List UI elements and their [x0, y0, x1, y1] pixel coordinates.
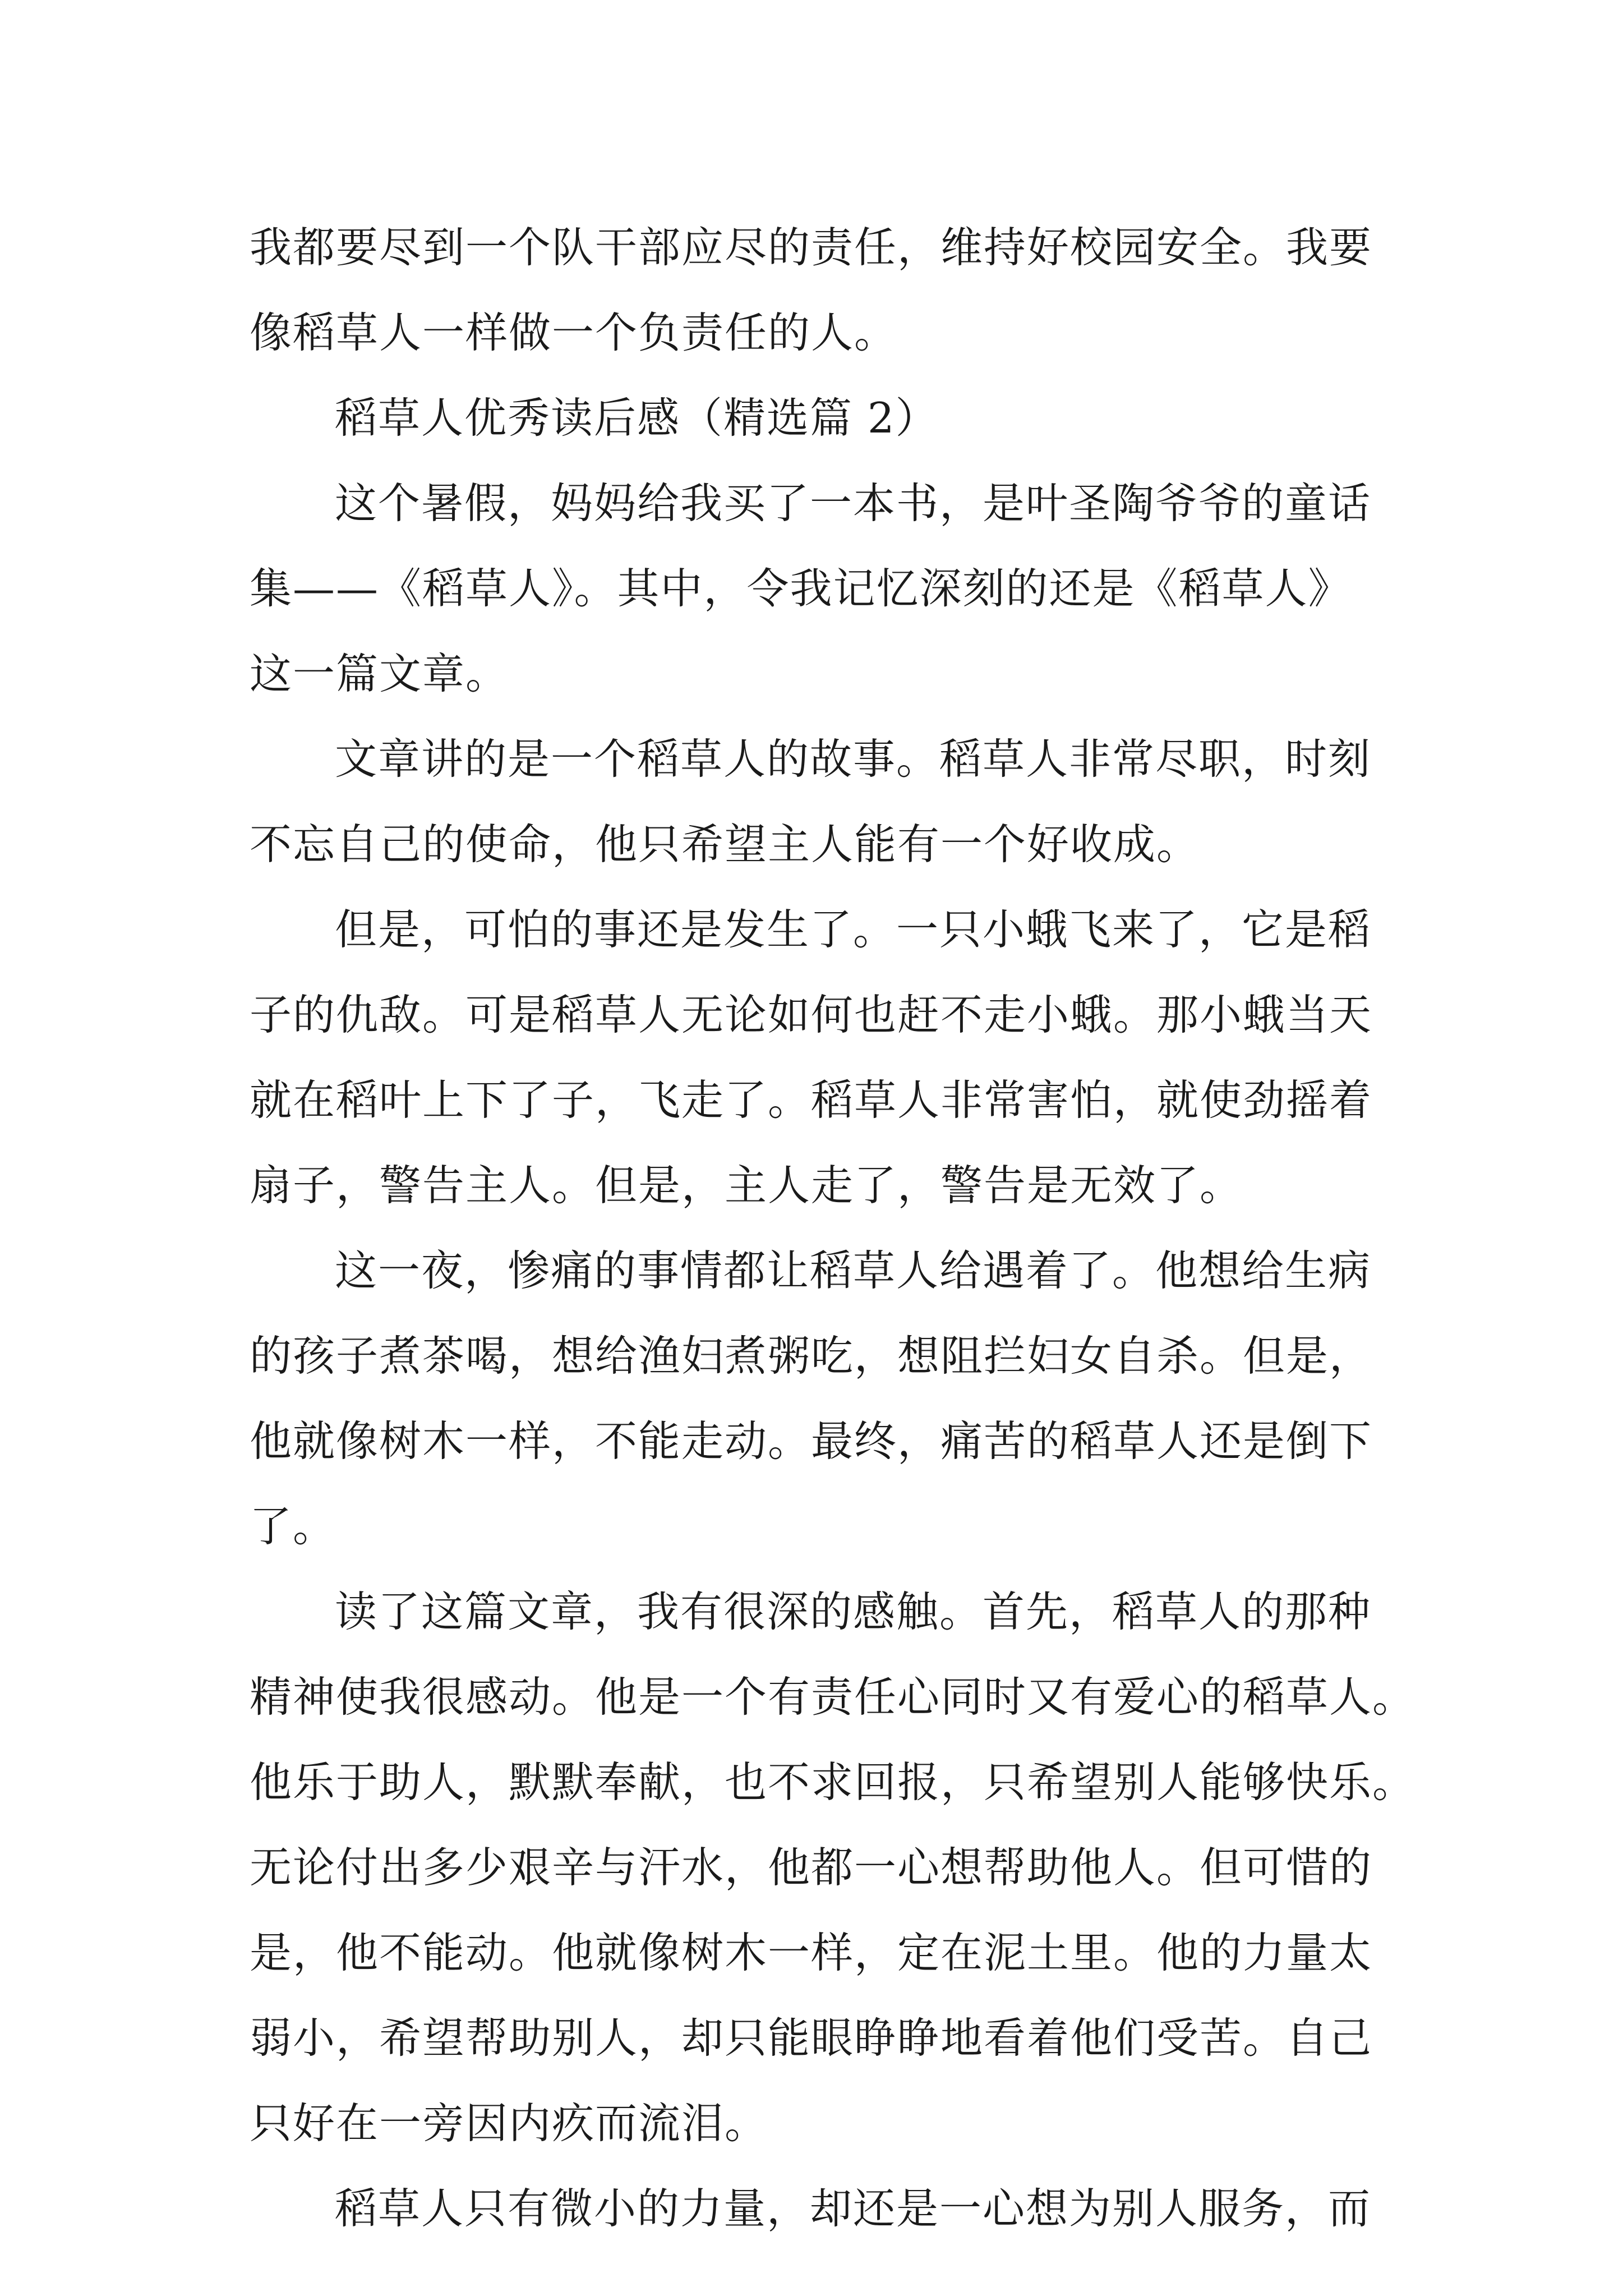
text-line: 这个暑假，妈妈给我买了一本书，是叶圣陶爷爷的童话: [335, 478, 1372, 528]
text-line: 就在稻叶上下了子，飞走了。稻草人非常害怕，就使劲摇着: [250, 1075, 1373, 1125]
paragraph: [250, 716, 1394, 887]
text-line: 像稻草人一样做一个负责任的人。: [250, 308, 898, 357]
text-line: 集——《稻草人》。其中，令我记忆深刻的还是《稻草人》: [250, 564, 1352, 613]
text-line: 是，他不能动。他就像树木一样，定在泥土里。他的力量太: [250, 1928, 1373, 1977]
paragraph: [250, 1228, 1394, 1569]
heading-line: 稻草人优秀读后感（精选篇 2）: [335, 393, 939, 443]
text-line: 但是，可怕的事还是发生了。一只小蛾飞来了，它是稻: [335, 905, 1372, 954]
text-line: 子的仇敌。可是稻草人无论如何也赶不走小蛾。那小蛾当天: [250, 990, 1373, 1039]
text-line: 弱小，希望帮助别人，却只能眼睁睁地看着他们受苦。自己: [250, 2013, 1373, 2063]
text-line: 读了这篇文章，我有很深的感触。首先，稻草人的那种: [335, 1587, 1372, 1636]
text-line: 了。: [250, 1502, 336, 1551]
paragraph-continuation: [250, 205, 1394, 375]
paragraph: [250, 461, 1394, 716]
text-line: 他乐于助人，默默奉献，也不求回报，只希望别人能够快乐。: [250, 1757, 1416, 1807]
text-line: 无论付出多少艰辛与汗水，他都一心想帮助他人。但可惜的: [250, 1843, 1373, 1892]
text-line: 稻草人只有微小的力量，却还是一心想为别人服务，而: [335, 2184, 1372, 2233]
text-line: 他就像树木一样，不能走动。最终，痛苦的稻草人还是倒下: [250, 1416, 1373, 1466]
text-line: 这一夜，惨痛的事情都让稻草人给遇着了。他想给生病: [335, 1246, 1372, 1295]
document-body: [250, 205, 1416, 2251]
paragraph: [250, 887, 1394, 1228]
text-line: 精神使我很感动。他是一个有责任心同时又有爱心的稻草人。: [250, 1672, 1416, 1722]
paragraph: [250, 2166, 1394, 2251]
text-line: 我都要尽到一个队干部应尽的责任，维持好校园安全。我要: [250, 223, 1373, 272]
text-line: 只好在一旁因内疚而流泪。: [250, 2099, 768, 2148]
text-line: 这一篇文章。: [250, 649, 509, 698]
section-heading: [250, 375, 1394, 461]
paragraph: [250, 1569, 1416, 2166]
text-line: 文章讲的是一个稻草人的故事。稻草人非常尽职，时刻: [335, 734, 1372, 784]
text-line: 的孩子煮茶喝，想给渔妇煮粥吃，想阻拦妇女自杀。但是，: [250, 1331, 1373, 1381]
text-line: 不忘自己的使命，他只希望主人能有一个好收成。: [250, 820, 1200, 869]
text-line: 扇子，警告主人。但是，主人走了，警告是无效了。: [250, 1161, 1243, 1210]
